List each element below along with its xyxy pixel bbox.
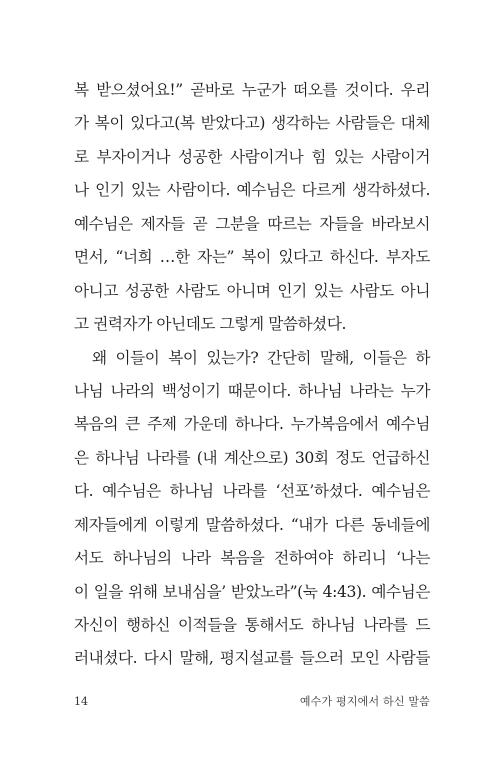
running-title: 예수가 평지에서 하신 말씀 <box>299 695 430 708</box>
text-line: 왜 이들이 복이 있는가? 간단히 말해, 이들은 하 <box>92 348 430 367</box>
text-line: 고 권력자가 아닌데도 그렇게 말씀하셨다. <box>74 315 347 334</box>
paragraph-2 <box>74 345 430 679</box>
text-line: 자신이 행하신 이적들을 통해서도 하나님 나라를 드 <box>74 616 430 634</box>
text-line: 아니고 성공한 사람도 아니며 인기 있는 사람도 아니 <box>74 281 430 300</box>
text-line: 은 하나님 나라를 (내 계산으로) 30회 정도 언급하신 <box>74 448 430 467</box>
paragraph-1 <box>74 77 430 345</box>
text-line: 복음의 큰 주제 가운데 하나다. 누가복음에서 예수님 <box>74 415 430 434</box>
page-number: 14 <box>74 695 88 708</box>
text-line: 가 복이 있다고(복 받았다고) 생각하는 사람들은 대체 <box>74 114 430 133</box>
text-line: 나 인기 있는 사람이다. 예수님은 다르게 생각하셨다. <box>74 181 430 200</box>
text-line: 서도 하나님의 나라 복음을 전하여야 하리니 ‘나는 <box>74 549 430 568</box>
text-line: 예수님은 제자들 곧 그분을 따르는 자들을 바라보시 <box>74 214 430 233</box>
text-line: 나님 나라의 백성이기 때문이다. 하나님 나라는 누가 <box>74 381 430 400</box>
text-line: 로 부자이거나 성공한 사람이거나 힘 있는 사람이거 <box>74 147 430 166</box>
text-line: 다. 예수님은 하나님 나라를 ‘선포’하셨다. 예수님은 <box>74 482 430 501</box>
text-line: 복 받으셨어요!” 곧바로 누군가 떠오를 것이다. 우리 <box>74 81 430 99</box>
body-text <box>74 77 430 679</box>
text-line: 제자들에게 이렇게 말씀하셨다. “내가 다른 동네들에 <box>74 515 430 534</box>
text-line: 러내셨다. 다시 말해, 평지설교를 들으러 모인 사람들 <box>74 649 430 668</box>
page-footer <box>74 693 430 711</box>
text-line: 면서, “너희 …한 자는” 복이 있다고 하신다. 부자도 <box>74 248 430 267</box>
text-line: 이 일을 위해 보내심을’ 받았노라”(눅 4:43). 예수님은 <box>74 582 430 601</box>
